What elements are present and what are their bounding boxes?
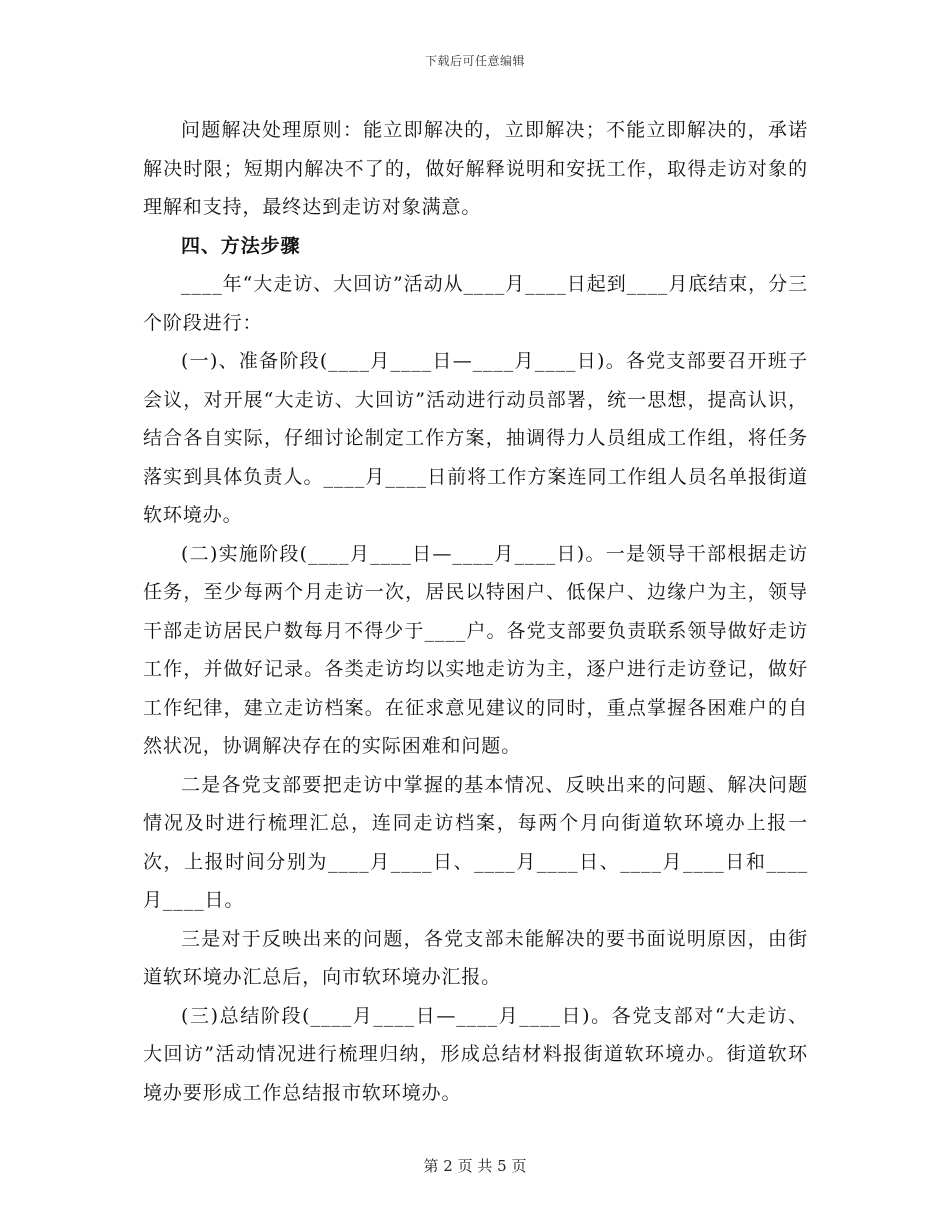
paragraph-preparation-stage: (一)、准备阶段(____月____日—____月____日)。各党支部要召开班子会议，对开展“大走访、大回访”活动进行动员部署，统一思想，提高认识，结合各自实际，仔细讨论制定工作方案，抽调得力人员组成工作组，将任务落实到具体负责人。____月____日前将工作方案连同工作组人员名单报街道软环境办。 — [143, 350, 808, 526]
page-number: 第 2 页 共 5 页 — [423, 1157, 527, 1175]
paragraph-reporting: 二是各党支部要把走访中掌握的基本情况、反映出来的问题、解决问题情况及时进行梳理汇总，连同走访档案，每两个月向街道软环境办上报一次，上报时间分别为____月____日、____月____日、____月____日和____月____日。 — [143, 773, 808, 911]
section-heading-methods: 四、方法步骤 — [181, 234, 301, 257]
page-header-note: 下载后可任意编辑 — [424, 54, 525, 68]
paragraph-summary-stage: (三)总结阶段(____月____日—____月____日)。各党支部对“大走访、大回访”活动情况进行梳理归纳，形成总结材料报街道软环境办。街道软环境办要形成工作总结报市软环境办。 — [143, 1004, 808, 1104]
paragraph-principle: 问题解决处理原则：能立即解决的，立即解决；不能立即解决的，承诺解决时限；短期内解决不了的，做好解释说明和安抚工作，取得走访对象的理解和支持，最终达到走访对象满意。 — [143, 119, 808, 218]
paragraph-implementation-stage: (二)实施阶段(____月____日—____月____日)。一是领导干部根据走访任务，至少每两个月走访一次，居民以特困户、低保户、边缘户为主，领导干部走访居民户数每月不得少于____户。各党支部要负责联系领导做好走访工作，并做好记录。各类走访均以实地走访为主，逐户进行走访登记，做好工作纪律，建立走访档案。在征求意见建议的同时，重点掌握各困难户的自然状况，协调解决存在的实际困难和问题。 — [143, 542, 808, 757]
document-body — [143, 111, 808, 1112]
paragraph-schedule: ____年“大走访、大回访”活动从____月____日起到____月底结束，分三个阶段进行： — [143, 273, 808, 334]
paragraph-unresolved-issues: 三是对于反映出来的问题，各党支部未能解决的要书面说明原因，由街道软环境办汇总后，向市软环境办汇报。 — [143, 927, 808, 988]
